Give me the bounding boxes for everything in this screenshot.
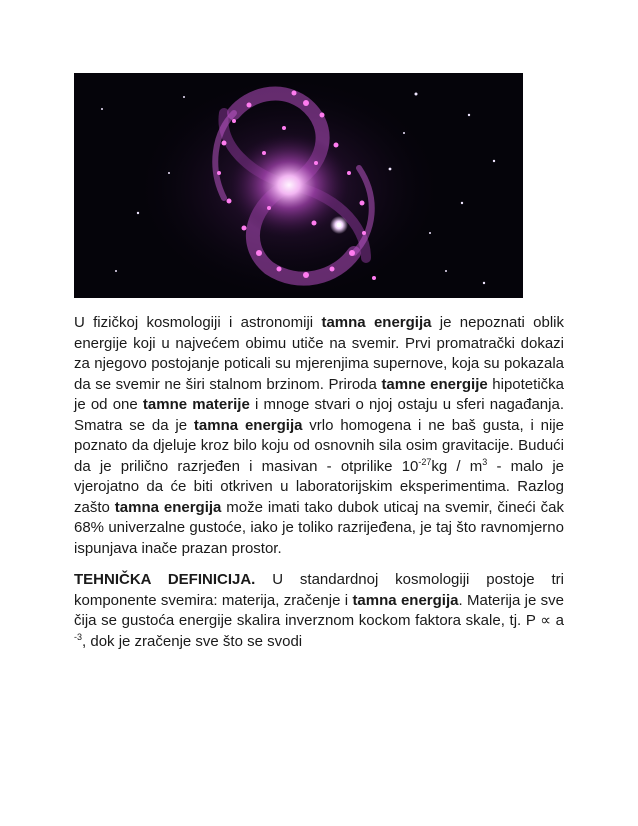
text-run: hipotetička je od one	[74, 375, 564, 413]
text-run: . Materija je sve čija se gustoća energije skalira inverznom kockom faktora skale, tj. Ρ ∝ a	[74, 591, 565, 629]
text-run: U standardnoj kosmologiji postoje tri komponente svemira: materija, zračenje i	[74, 571, 564, 609]
galaxy-icon	[74, 73, 523, 298]
galaxy-image	[74, 73, 523, 298]
paragraph-dark-energy	[74, 313, 564, 559]
text-run: može imati tako dubok uticaj na svemir, čineći čak 68% univerzalne gustoće, iako je toliko razrijeđena, je taj što ravnomjerno ispunjava inače prazan prostor.	[74, 498, 564, 557]
superscript: -27	[418, 456, 432, 467]
bold-term: tamna energija	[193, 416, 303, 434]
text-run: i mnoge stvari o njoj ostaju u sferi nagađanja. Smatra se da je	[74, 396, 564, 434]
bold-term: tamna energija	[352, 591, 459, 609]
text-run: kg / m	[431, 457, 483, 475]
paragraph-technical-definition	[74, 570, 564, 652]
text-run: , dok je zračenje sve što se svodi	[82, 632, 303, 650]
superscript: 3	[482, 456, 488, 467]
superscript: -3	[74, 631, 83, 642]
body-text	[74, 313, 564, 663]
section-heading: TEHNIČKA DEFINICIJA.	[74, 571, 256, 588]
bold-term: tamna energija	[114, 498, 222, 516]
bold-term: tamne materije	[142, 396, 250, 413]
text-run: vrlo homogena i ne baš gusta, i nije poznato da djeluje kroz bilo koju od osnovnih sila osim gravitacije. Budući da je prilično razrjeđen i masivan - otprilike 10	[74, 416, 564, 475]
bold-term: tamne energije	[381, 375, 488, 393]
text-run: - malo je vjerojatno da će biti otkriven u laboratorijskim eksperimentima. Razlog zašto	[74, 457, 564, 516]
text-run: U fizičkoj kosmologiji i astronomiji	[74, 314, 322, 331]
text-run: je nepoznati oblik energije koji u najvećem obimu utiče na svemir. Prvi promatrački dokazi za njegovo postojanje poticali su mjerenjima supernove, koja su pokazala da se svemir ne širi stalnom brzinom. Priroda	[74, 314, 564, 393]
bold-term: tamna energija	[321, 314, 432, 331]
